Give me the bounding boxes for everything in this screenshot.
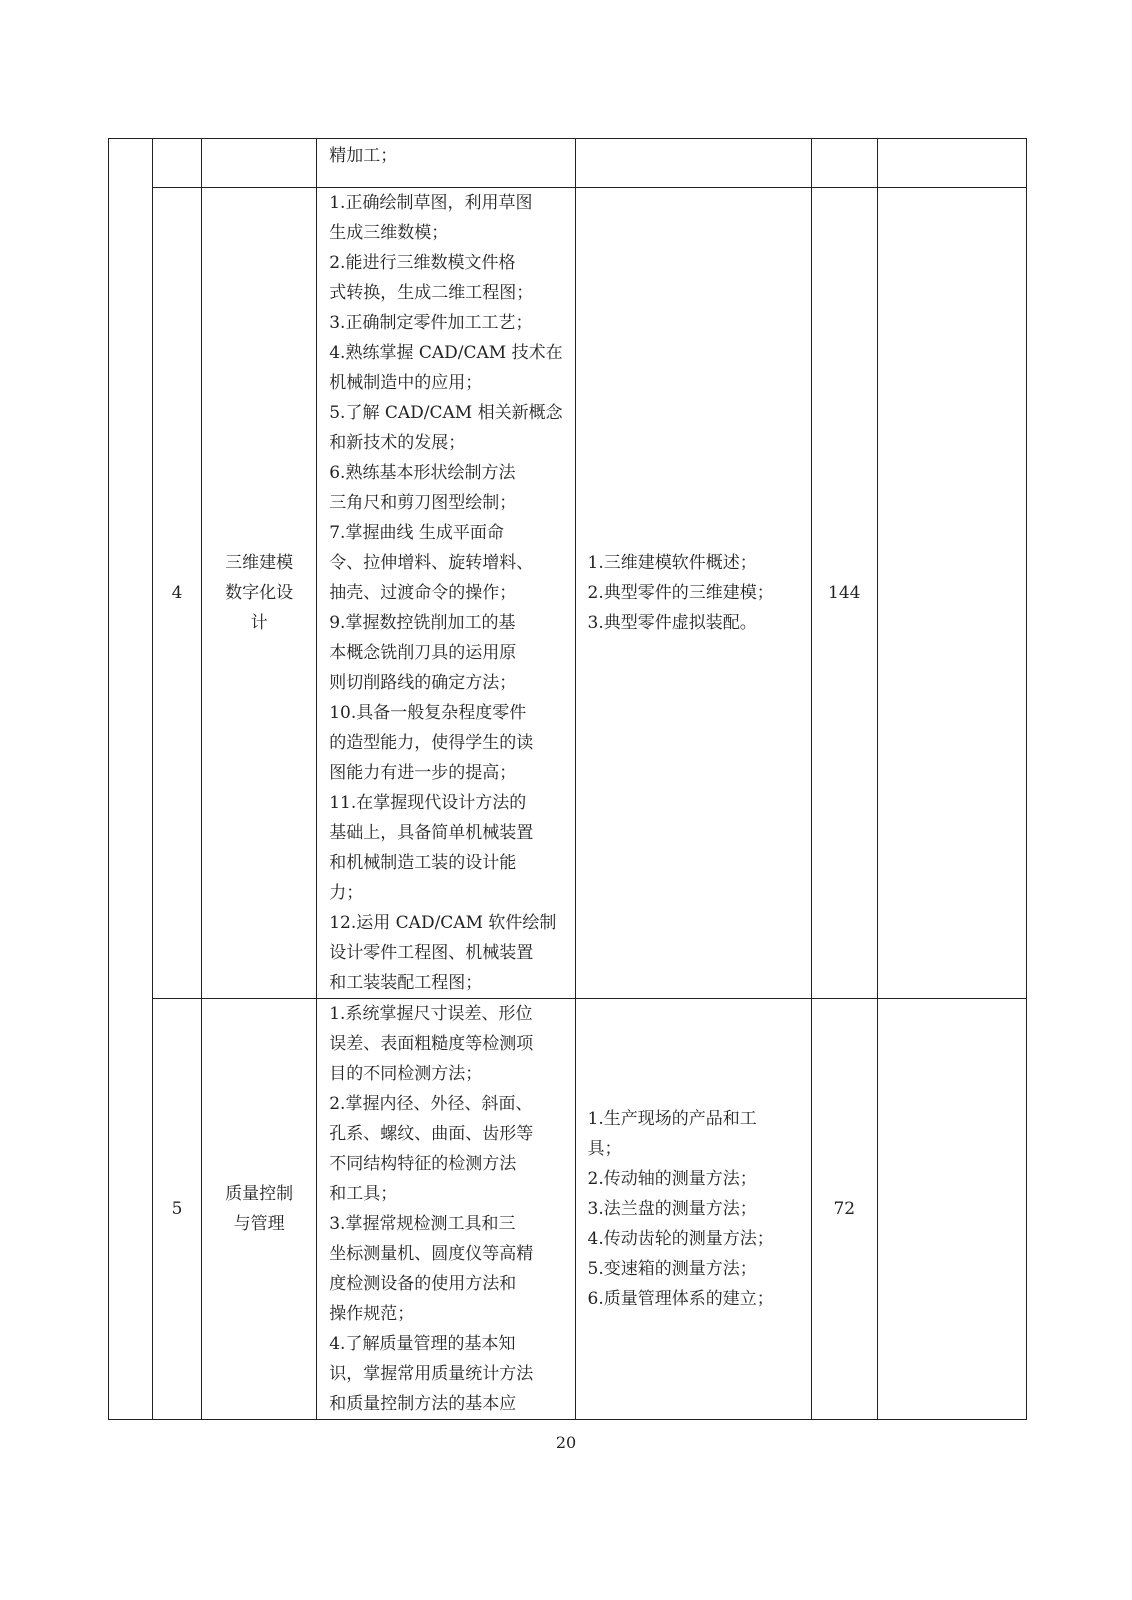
note-cell bbox=[877, 139, 1026, 188]
row-number-cell bbox=[153, 139, 202, 188]
content-line: 3.法兰盘的测量方法； bbox=[587, 1199, 757, 1219]
requirement-line: 误差、表面粗糙度等检测项 bbox=[329, 1034, 534, 1054]
content-line: 6.质量管理体系的建立； bbox=[587, 1289, 774, 1309]
table-row bbox=[109, 139, 1027, 188]
content-cell bbox=[575, 999, 811, 1420]
content-line: 2.传动轴的测量方法； bbox=[587, 1169, 757, 1189]
requirements-cell bbox=[317, 188, 575, 999]
page-number: 20 bbox=[555, 1433, 577, 1452]
content-line: 1.三维建模软件概述； bbox=[587, 553, 757, 573]
content-line: 1.生产现场的产品和工 bbox=[587, 1109, 757, 1129]
content-cell bbox=[575, 139, 811, 188]
requirement-line: 10.具备一般复杂程度零件 bbox=[329, 703, 527, 723]
requirement-line: 基础上，具备简单机械装置 bbox=[329, 823, 534, 843]
hours-cell: 144 bbox=[811, 188, 877, 999]
note-cell bbox=[877, 999, 1026, 1420]
requirement-line: 3.正确制定零件加工工艺； bbox=[329, 313, 533, 333]
module-name-line: 数字化设 bbox=[225, 583, 294, 603]
requirement-line: 3.掌握常规检测工具和三 bbox=[329, 1214, 516, 1234]
module-name-line: 质量控制 bbox=[225, 1184, 294, 1204]
content-line: 2.典型零件的三维建模； bbox=[587, 583, 774, 603]
requirement-line: 孔系、螺纹、曲面、齿形等 bbox=[329, 1124, 534, 1144]
requirement-line: 2.能进行三维数模文件格 bbox=[329, 253, 516, 273]
requirement-line: 的造型能力，使得学生的读 bbox=[329, 733, 534, 753]
requirement-line: 式转换，生成二维工程图； bbox=[329, 283, 534, 303]
table-body bbox=[109, 139, 1027, 1420]
module-name-cell bbox=[202, 139, 317, 188]
content-line: 5.变速箱的测量方法； bbox=[587, 1259, 757, 1279]
requirement-line: 2.掌握内径、外径、斜面、 bbox=[329, 1094, 533, 1114]
requirement-line: 和新技术的发展； bbox=[329, 433, 466, 453]
requirement-line: 和工装装配工程图； bbox=[329, 973, 483, 993]
requirement-line: 图能力有进一步的提高； bbox=[329, 763, 517, 783]
hours-cell: 72 bbox=[811, 999, 877, 1420]
row-number-cell: 5 bbox=[153, 999, 202, 1420]
requirement-line: 5.了解 CAD/CAM 相关新概念 bbox=[329, 403, 563, 423]
requirement-line: 和质量控制方法的基本应 bbox=[329, 1394, 517, 1414]
requirement-line: 力； bbox=[329, 883, 364, 903]
requirement-line: 7.掌握曲线 生成平面命 bbox=[329, 523, 504, 543]
requirement-line: 坐标测量机、圆度仪等高精 bbox=[329, 1244, 534, 1264]
merged-blank-cell bbox=[109, 139, 153, 1420]
requirement-line: 三角尺和剪刀图型绘制； bbox=[329, 493, 517, 513]
requirement-line: 4.熟练掌握 CAD/CAM 技术在 bbox=[329, 343, 563, 363]
requirement-line: 识，掌握常用质量统计方法 bbox=[329, 1364, 534, 1384]
table-row bbox=[109, 999, 1027, 1420]
requirement-line: 本概念铣削刀具的运用原 bbox=[329, 643, 517, 663]
note-cell bbox=[877, 188, 1026, 999]
content-cell bbox=[575, 188, 811, 999]
module-name-cell bbox=[202, 999, 317, 1420]
requirement-line: 4.了解质量管理的基本知 bbox=[329, 1334, 516, 1354]
requirement-line: 和机械制造工装的设计能 bbox=[329, 853, 517, 873]
requirement-line: 12.运用 CAD/CAM 软件绘制 bbox=[329, 913, 557, 933]
requirements-cell bbox=[317, 139, 575, 188]
module-name-cell bbox=[202, 188, 317, 999]
requirement-line: 1.正确绘制草图，利用草图 bbox=[329, 193, 533, 213]
requirement-line: 6.熟练基本形状绘制方法 bbox=[329, 463, 516, 483]
curriculum-table bbox=[108, 138, 1027, 1420]
requirement-line: 机械制造中的应用； bbox=[329, 373, 483, 393]
row-number-cell: 4 bbox=[153, 188, 202, 999]
requirements-cell bbox=[317, 999, 575, 1420]
requirement-line: 和工具； bbox=[329, 1184, 398, 1204]
requirement-line: 目的不同检测方法； bbox=[329, 1064, 483, 1084]
hours-cell bbox=[811, 139, 877, 188]
content-line: 具； bbox=[587, 1139, 622, 1159]
module-name-line: 与管理 bbox=[233, 1214, 285, 1234]
requirement-line: 1.系统掌握尺寸误差、形位 bbox=[329, 1004, 533, 1024]
requirement-line: 不同结构特征的检测方法 bbox=[329, 1154, 517, 1174]
requirement-line: 生成三维数模； bbox=[329, 223, 449, 243]
requirement-line: 则切削路线的确定方法； bbox=[329, 673, 517, 693]
content-line: 3.典型零件虚拟装配。 bbox=[587, 613, 757, 633]
module-name-line: 计 bbox=[250, 613, 268, 633]
table-row bbox=[109, 188, 1027, 999]
requirement-line: 抽壳、过渡命令的操作； bbox=[329, 583, 517, 603]
requirement-line: 设计零件工程图、机械装置 bbox=[329, 943, 534, 963]
requirement-line: 11.在掌握现代设计方法的 bbox=[329, 793, 527, 813]
requirement-line: 度检测设备的使用方法和 bbox=[329, 1274, 517, 1294]
requirement-line: 令、拉伸增料、旋转增料、 bbox=[329, 553, 534, 573]
requirement-line: 操作规范； bbox=[329, 1304, 415, 1324]
module-name-line: 三维建模 bbox=[225, 553, 294, 573]
requirement-line: 精加工； bbox=[329, 146, 398, 166]
requirement-line: 9.掌握数控铣削加工的基 bbox=[329, 613, 516, 633]
content-line: 4.传动齿轮的测量方法； bbox=[587, 1229, 774, 1249]
